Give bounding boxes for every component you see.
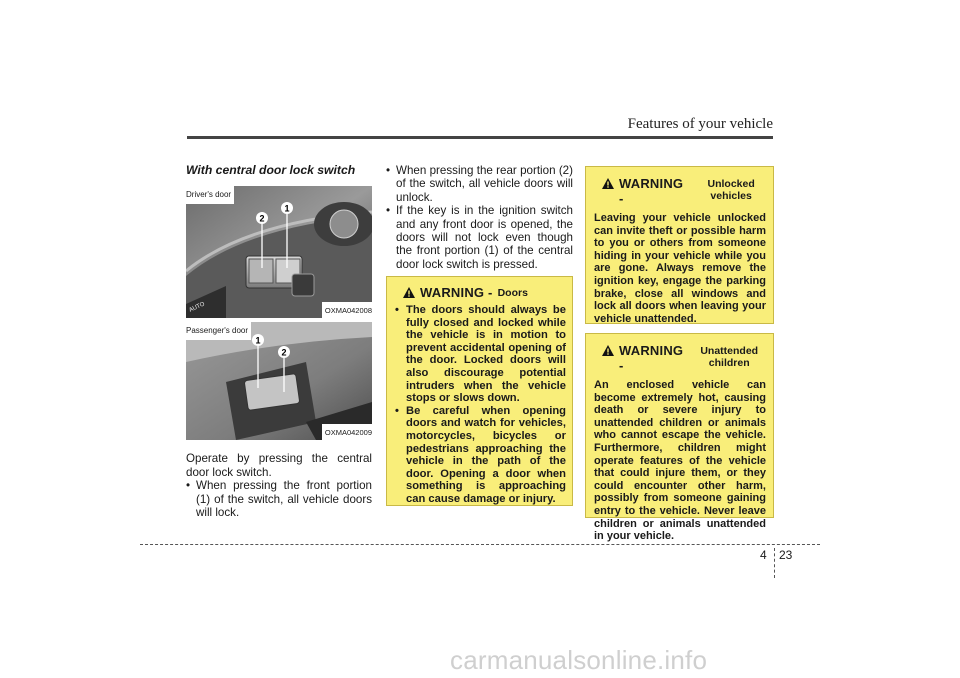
figure-code: OXMA042008 (322, 302, 372, 318)
section-title: With central door lock switch (186, 163, 356, 177)
warning-triangle-icon (602, 345, 614, 356)
warning-text: Leaving your vehicle unlocked can invite theft or possible harm to you or others from someone hiding in your vehicle while you are gone. Always remove the ignition key, engage the parking brake, close all windows and lock all doors when leaving your vehicle unattended. (594, 212, 766, 325)
driver-door-figure (186, 186, 372, 318)
page-number-divider (774, 548, 775, 578)
running-header-title: Features of your vehicle (627, 116, 773, 132)
warning-word: WARNING - (420, 285, 493, 300)
driver-door-photo (186, 186, 372, 318)
warning-topic: Doors (497, 287, 528, 299)
marker-2: 2 (259, 213, 265, 224)
warning-bullet-list (395, 304, 566, 506)
warning-heading (602, 176, 766, 206)
warning-heading (602, 343, 766, 373)
warning-topic: Unattended children (700, 345, 759, 369)
bullet-list (186, 479, 372, 519)
bullet-list (386, 164, 573, 271)
footer-rule (140, 544, 820, 545)
warning-bullet-item: • The doors should always be fully closed and locked while the vehicle is in motion to prevent accidental opening of the door. Locked doors will also discourage potential intruders when the vehicle stops or slows down. (395, 304, 566, 405)
warning-box-doors (386, 276, 573, 506)
figure-label: Passenger's door (186, 322, 251, 339)
warning-triangle-icon (602, 178, 614, 189)
warning-topic: Unlocked vehicles (707, 178, 755, 202)
warning-word: WARNING - (619, 343, 684, 373)
passenger-door-switch-image (186, 322, 372, 440)
warning-text: An enclosed vehicle can become extremely hot, causing death or severe injury to unattended children or animals who cannot escape the vehicle. Furthermore, children might operate features of the vehicle that could injure them, or they could encounter other harm, possibly from someone gaining entry to the vehicle. Never leave children or animals unattended in your vehicle. (594, 379, 766, 543)
watermark: carmanualsonline.info (450, 645, 708, 675)
warning-triangle-icon (403, 287, 415, 298)
header-rule (187, 136, 773, 139)
warning-bullet-item: • Be careful when opening doors and watch for vehicles, motorcycles, bicycles or pedestrians approaching the vehicle in the path of the door. Opening a door when something is approaching can cause damage or injury. (395, 405, 566, 506)
figure-code: OXMA042009 (322, 424, 372, 440)
column-2 (386, 164, 573, 271)
figure-label: Driver's door (186, 186, 234, 203)
passenger-door-figure (186, 322, 372, 440)
warning-box-unlocked-vehicles (585, 166, 774, 324)
bullet-item: • When pressing the rear portion (2) of the switch, all vehicle doors will unlock. (386, 164, 573, 204)
intro-paragraph: Operate by pressing the central door lock switch. (186, 452, 372, 479)
chapter-number: 4 (760, 548, 767, 562)
page-number: 23 (779, 548, 793, 562)
passenger-door-photo (186, 322, 372, 440)
warning-word: WARNING - (619, 176, 684, 206)
warning-box-unattended-children (585, 333, 774, 543)
marker-2: 2 (281, 347, 287, 358)
bullet-item: • If the key is in the ignition switch and any front door is opened, the doors will not lock even though the front portion (1) of the central door lock switch is pressed. (386, 204, 573, 271)
marker-1: 1 (284, 203, 290, 214)
column-1 (186, 164, 372, 519)
warning-heading (403, 285, 566, 300)
auto-label: AUTO (188, 301, 206, 315)
driver-door-switch-image (186, 186, 372, 318)
bullet-item: • When pressing the front portion (1) of the switch, all vehicle doors will lock. (186, 479, 372, 519)
marker-1: 1 (255, 335, 261, 346)
